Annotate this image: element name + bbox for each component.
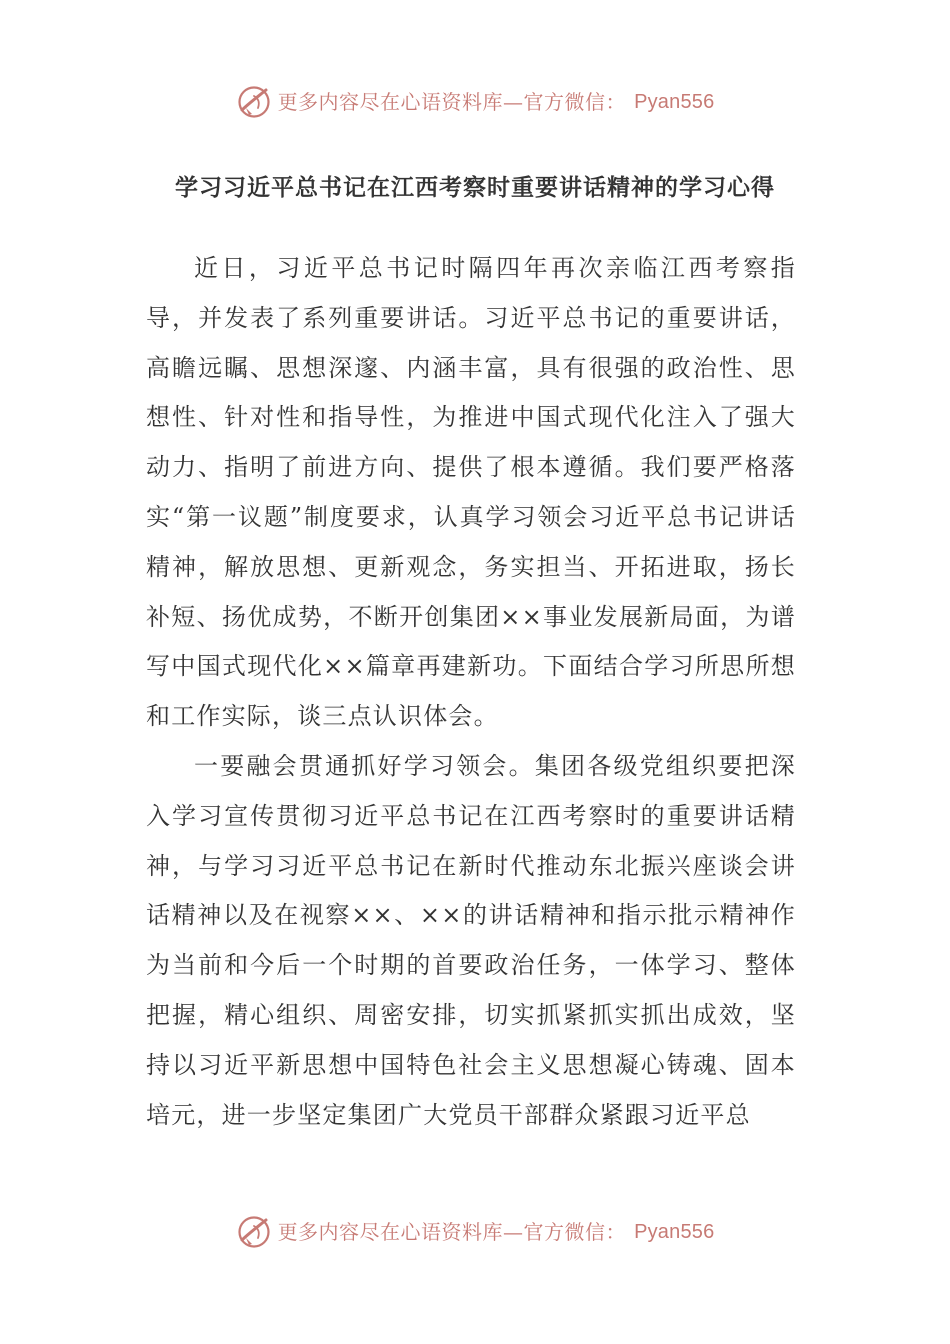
watermark-wechat-id: Pyan556	[634, 1221, 715, 1243]
watermark-text: 更多内容尽在心语资料库—官方微信：	[277, 1220, 627, 1244]
pen-logo-icon	[236, 84, 272, 120]
watermark-text: 更多内容尽在心语资料库—官方微信：	[277, 90, 627, 114]
paragraph-1: 近日，习近平总书记时隔四年再次亲临江西考察指导，并发表了系列重要讲话。习近平总书记的重要讲话，高瞻远瞩、思想深邃、内涵丰富，具有很强的政治性、思想性、针对性和指导性，为推进中国式现代化注入了强大动力、指明了前进方向、提供了根本遵循。我们要严格落实“第一议题”制度要求，认真学习领会习近平总书记讲话精神，解放思想、更新观念，务实担当、开拓进取，扬长补短、扬优成势，不断开创集团××事业发展新局面，为谱写中国式现代化××篇章再建新功。下面结合学习所思所想和工作实际，谈三点认识体会。	[146, 254, 796, 731]
document-title: 学习习近平总书记在江西考察时重要讲话精神的学习心得	[175, 174, 775, 201]
watermark-wechat-id: Pyan556	[634, 91, 715, 113]
footer-watermark	[0, 1210, 950, 1254]
paragraph-2: 一要融会贯通抓好学习领会。集团各级党组织要把深入学习宣传贯彻习近平总书记在江西考察时的重要讲话精神，与学习习近平总书记在新时代推动东北振兴座谈会讲话精神以及在视察××、××的讲话精神和指示批示精神作为当前和今后一个时期的首要政治任务，一体学习、整体把握，精心组织、周密安排，切实抓紧抓实抓出成效，坚持以习近平新思想中国特色社会主义思想凝心铸魂、固本培元，进一步坚定集团广大党员干部群众紧跟习近平总	[146, 751, 796, 1129]
header-watermark	[0, 80, 950, 124]
document-body	[146, 244, 796, 1144]
pen-logo-icon	[236, 1214, 272, 1250]
